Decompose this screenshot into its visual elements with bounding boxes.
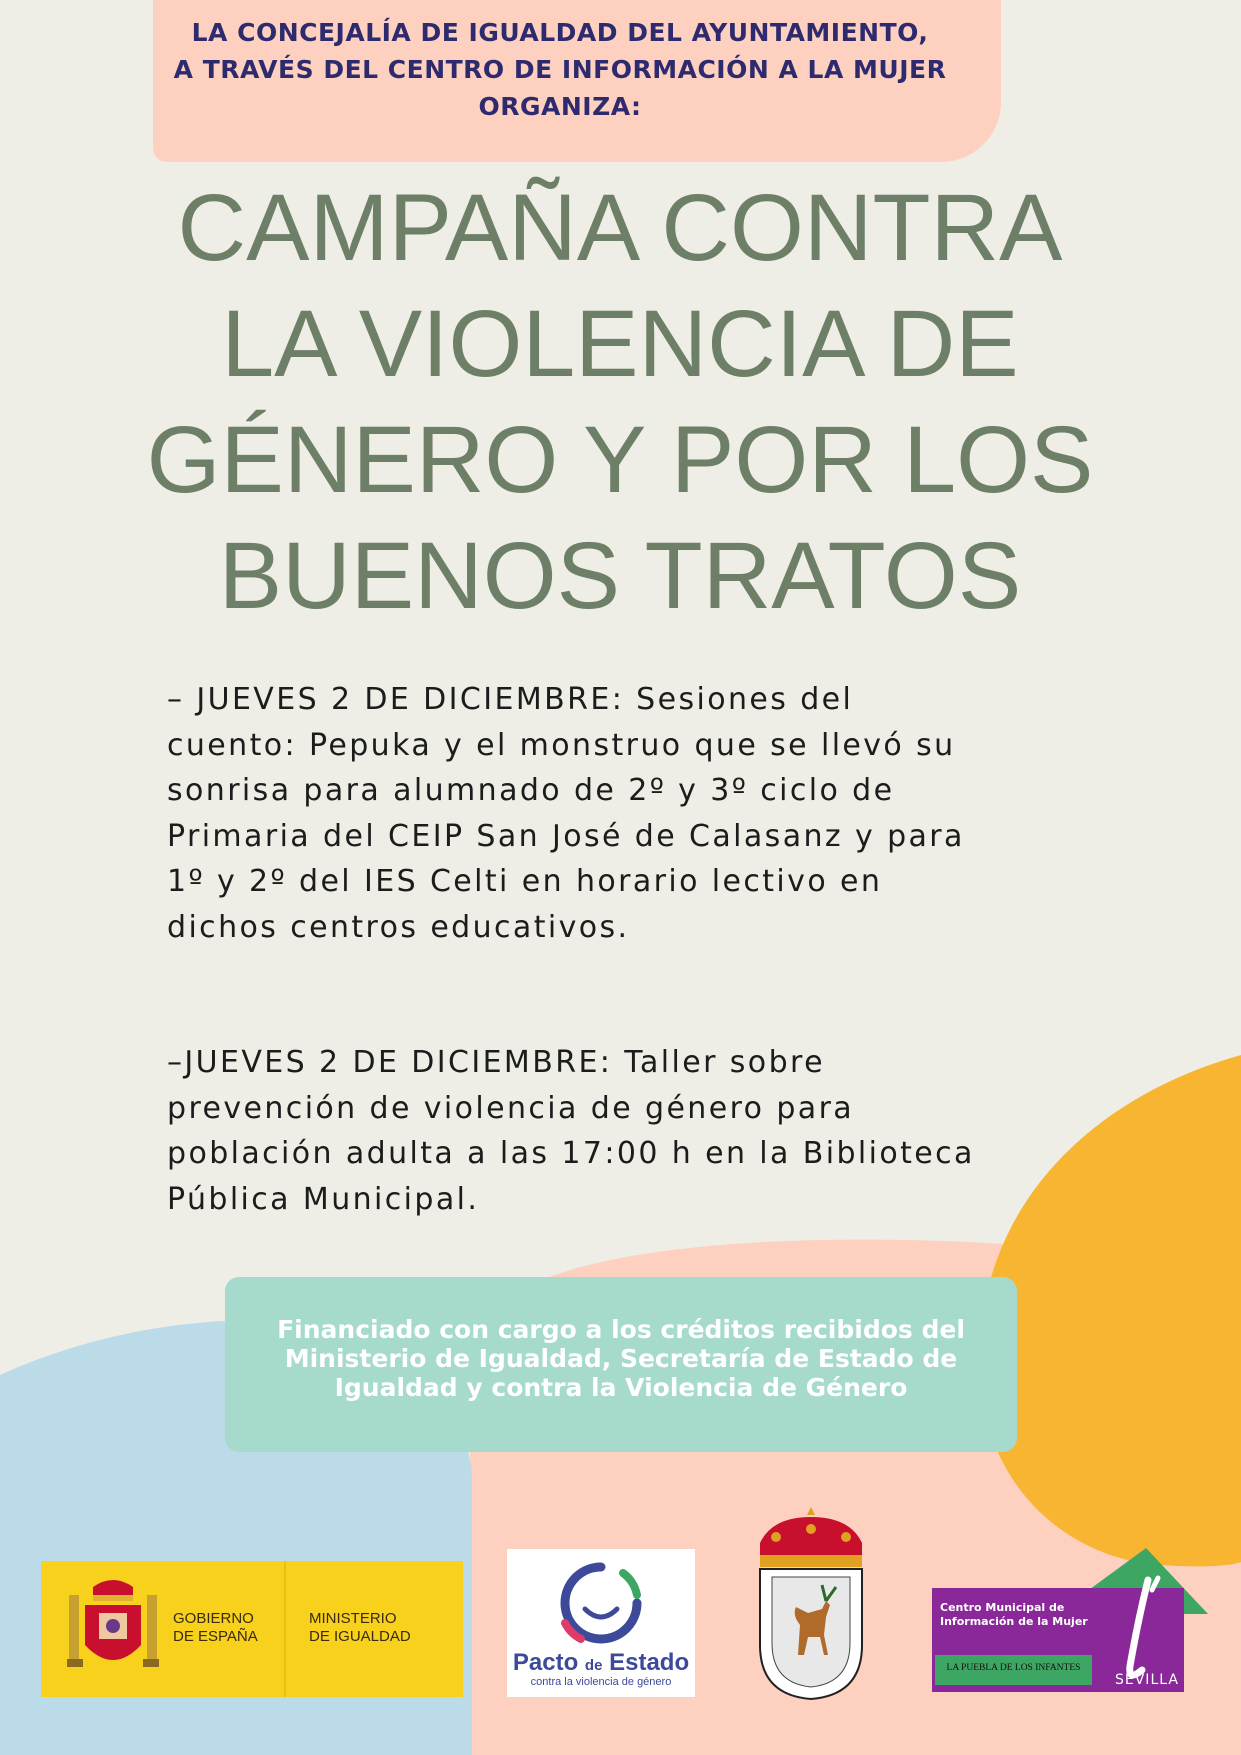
gobierno-espana-logo — [41, 1561, 463, 1697]
event-line: sonrisa para alumnado de 2º y 3º ciclo de — [167, 773, 895, 808]
funding-line: Igualdad y contra la Violencia de Género — [334, 1373, 908, 1402]
event-line: cuento: Pepuka y el monstruo que se llevó su — [167, 727, 956, 763]
pacto-circle-icon — [541, 1553, 661, 1653]
title-line: BUENOS TRATOS — [218, 523, 1022, 629]
centro-municipal-logo — [932, 1548, 1212, 1693]
pacto-word: Estado — [609, 1649, 690, 1676]
event-line: Pública Municipal. — [167, 1181, 480, 1217]
event-line: 1º y 2º del IES Celti en horario lectivo en — [167, 864, 883, 899]
event-line: – JUEVES 2 DE DICIEMBRE: Sesiones del — [167, 682, 854, 717]
campaign-title — [120, 170, 1120, 634]
event-line: prevención de violencia de género para — [167, 1090, 855, 1126]
event-line: población adulta a las 17:00 h en la Biblioteca — [167, 1136, 975, 1171]
event-line: –JUEVES 2 DE DICIEMBRE: Taller sobre — [167, 1045, 825, 1080]
gobierno-line: GOBIERNO — [173, 1610, 254, 1627]
event-workshop — [167, 1040, 1087, 1222]
centro-line: Información de la Mujer — [940, 1615, 1088, 1628]
centro-band — [935, 1655, 1092, 1685]
ministry-line: DE IGUALDAD — [309, 1628, 411, 1645]
funding-notice — [225, 1277, 1017, 1452]
pacto-subtitle: contra la violencia de género — [530, 1676, 672, 1688]
pacto-title — [507, 1649, 695, 1677]
event-line: dichos centros educativos. — [167, 909, 630, 945]
coat-of-arms-icon — [63, 1575, 163, 1685]
funding-text — [225, 1315, 1017, 1402]
organizer-line: ORGANIZA: — [478, 92, 642, 121]
title-line: CAMPAÑA CONTRA — [177, 175, 1063, 281]
organizer-text — [160, 14, 960, 125]
pacto-word: Pacto — [512, 1649, 579, 1676]
logo-divider — [284, 1561, 286, 1697]
centro-line: Centro Municipal de — [940, 1601, 1065, 1614]
venus-stroke-icon — [1108, 1570, 1178, 1690]
pacto-de-estado-logo — [507, 1549, 695, 1697]
organizer-line: LA CONCEJALÍA DE IGUALDAD DEL AYUNTAMIENTO, — [191, 18, 929, 47]
centro-province: SEVILLA — [1115, 1672, 1179, 1688]
pacto-de: de — [584, 1657, 603, 1674]
funding-line: Financiado con cargo a los créditos recibidos del — [277, 1315, 965, 1344]
event-line: Primaria del CEIP San José de Calasanz y para — [167, 818, 965, 854]
funding-line: Ministerio de Igualdad, Secretaría de Estado de — [284, 1344, 958, 1373]
gobierno-line: DE ESPAÑA — [173, 1628, 258, 1645]
municipal-coat-of-arms-icon — [752, 1505, 870, 1701]
title-line: GÉNERO Y POR LOS — [146, 407, 1094, 513]
title-line: LA VIOLENCIA DE — [221, 291, 1019, 397]
ministry-line: MINISTERIO — [309, 1610, 397, 1627]
centro-band-text: LA PUEBLA DE LOS INFANTES — [946, 1663, 1081, 1673]
event-story-sessions — [167, 677, 1087, 950]
organizer-line: A TRAVÉS DEL CENTRO DE INFORMACIÓN A LA MUJER — [173, 55, 947, 84]
